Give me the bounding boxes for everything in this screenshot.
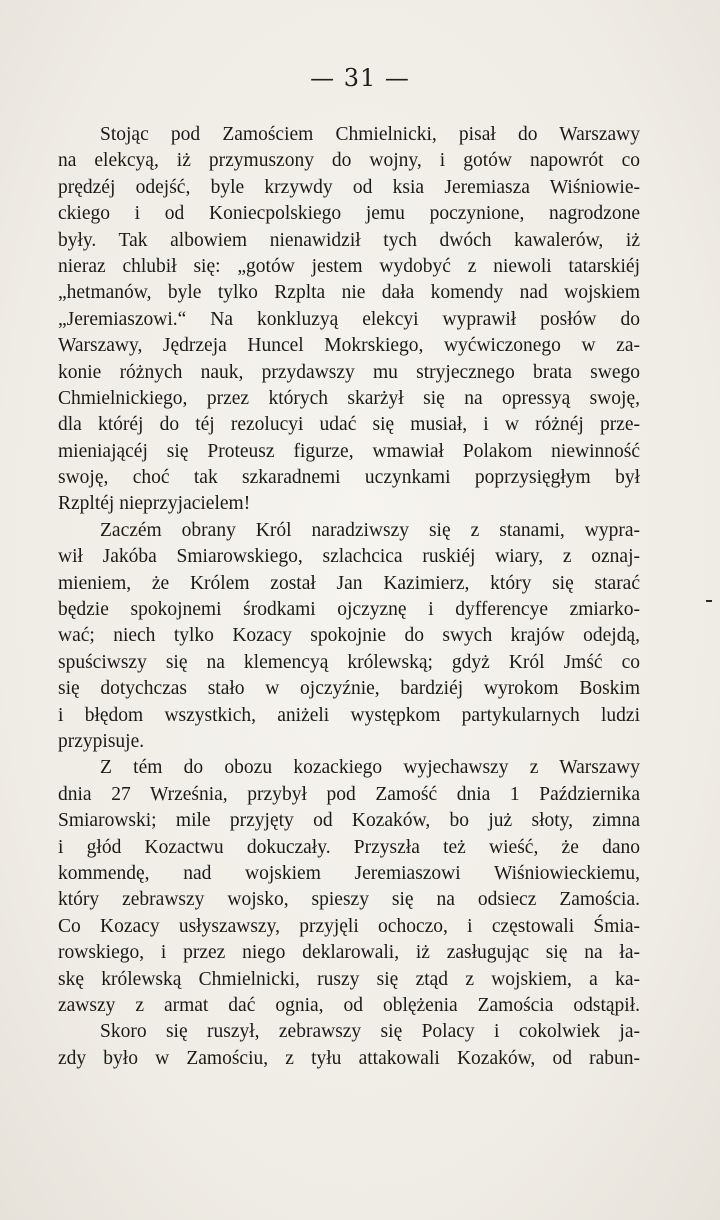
text-line: się dotychczas stało w ojczyźnie, bardziéj wyrokom Boskim <box>58 678 640 700</box>
text-line: i błędom wszystkich, aniżeli występkom partykularnych ludzi <box>58 704 640 726</box>
text-line: Stojąc pod Zamościem Chmielnicki, pisał do Warszawy <box>100 124 640 145</box>
text-line: zdy było w Zamościu, z tyłu attakowali Kozaków, od rabun- <box>58 1047 640 1069</box>
text-line: Z tém do obozu kozackiego wyjechawszy z Warszawy <box>100 757 640 779</box>
text-line: Skoro się ruszył, zebrawszy się Polacy i cokolwiek ja- <box>100 1021 640 1043</box>
text-line: mieniającéj się Proteusz figurze, wmawiał Polakom niewinność <box>58 440 640 462</box>
page-number: — 31 — <box>310 64 410 92</box>
text-line: Zaczém obrany Król naradziwszy się z stanami, wypra- <box>100 519 640 541</box>
text-line: nieraz chlubił się: „gotów jestem wydobyć z niewoli tatarskiéj <box>58 255 640 277</box>
text-line: były. Tak albowiem nienawidził tych dwóch kawalerów, iż <box>58 229 640 251</box>
text-line: mieniem, że Królem został Jan Kazimierz, który się starać <box>58 572 640 594</box>
text-line: kommendę, nad wojskiem Jeremiaszowi Wiśniowieckiemu, <box>58 862 640 884</box>
text-line: na elekcyą, iż przymuszony do wojny, i gotów napowrót co <box>58 150 640 172</box>
text-line: zawszy z armat dać ognia, od oblężenia Zamościa odstąpił. <box>58 994 640 1016</box>
paragraph-2 <box>58 518 640 756</box>
text-line: będzie spokojnemi środkami ojczyznę i dyfferencye zmiarko- <box>58 599 640 621</box>
text-line: Smiarowski; mile przyjęty od Kozaków, bo już słoty, zimna <box>58 810 640 832</box>
text-line: Rzpltéj nieprzyjacielem! <box>58 493 251 515</box>
text-line: „hetmanów, byle tylko Rzplta nie dała komendy nad wojskiem <box>58 282 640 304</box>
text-line: skę królewską Chmielnicki, ruszy się ztąd z wojskiem, a ka- <box>58 968 640 990</box>
text-line: „Jeremiaszowi.“ Na konkluzyą elekcyi wyprawił posłów do <box>58 308 640 330</box>
text-line: Co Kozacy usłyszawszy, przyjęli ochoczo, i częstowali Śmia- <box>58 915 640 937</box>
text-line: swoję, choć tak szkaradnemi uczynkami poprzysięgłym był <box>58 467 640 489</box>
text-line: prędzéj odejść, byle krzywdy od ksia Jeremiasza Wiśniowie- <box>58 176 640 198</box>
text-line: który zebrawszy wojsko, spieszy się na odsiecz Zamościa. <box>58 889 640 911</box>
text-line: Chmielnickiego, przez których skarżył się na opressyą swoję, <box>58 387 640 409</box>
text-line: wać; niech tylko Kozacy spokojnie do swych krajów odejdą, <box>58 625 640 647</box>
text-line: rowskiego, i przez niego deklarowali, iż zasługując się na ła- <box>58 942 640 964</box>
text-line: i głód Kozactwu dokuczały. Przyszła też wieść, że dano <box>58 836 640 858</box>
paragraph-1 <box>58 122 640 518</box>
text-line: spuściwszy się na klemencyą królewską; gdyż Król Jmść co <box>58 651 640 673</box>
text-line: konie różnych nauk, przydawszy mu stryjecznego brata swego <box>58 361 640 383</box>
body-text <box>58 122 640 1072</box>
text-line: dnia 27 Września, przybył pod Zamość dnia 1 Października <box>58 783 640 805</box>
text-line: Warszawy, Jędrzeja Huncel Mokrskiego, wyćwiczonego w za- <box>58 335 640 357</box>
text-line: wił Jakóba Smiarowskiego, szlachcica ruskiéj wiary, z oznaj- <box>58 546 640 568</box>
paragraph-4 <box>58 1019 640 1072</box>
text-line: przypisuje. <box>58 730 145 752</box>
text-line: dla któréj do téj rezolucyi udać się musiał, i w różnéj prze- <box>58 414 640 436</box>
margin-mark <box>706 600 712 602</box>
paragraph-3 <box>58 755 640 1019</box>
text-line: ckiego i od Koniecpolskiego jemu poczynione, nagrodzone <box>58 203 640 225</box>
